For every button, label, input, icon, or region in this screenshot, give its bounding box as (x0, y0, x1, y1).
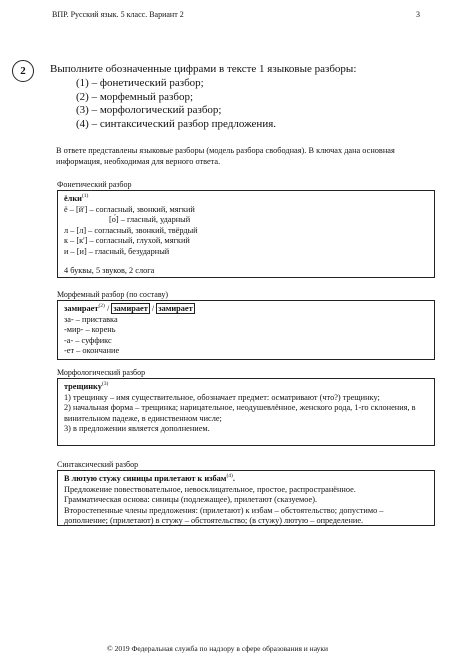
phonetic-line: 4 буквы, 5 звуков, 2 слога (64, 265, 155, 275)
morphological-word: трещинку (64, 382, 102, 391)
task-item: (4) – синтаксический разбор предложения. (76, 117, 277, 130)
morpheme-scheme-2: замирает (158, 304, 193, 313)
syntactic-label: Синтаксический разбор (57, 460, 139, 469)
syntactic-sup: (4) (226, 473, 233, 480)
morphological-word-line (64, 382, 428, 393)
morphemic-word-line: замирает$^{(2)}$ / замирает / замирает (64, 303, 193, 313)
morphemic-sup: (2) (98, 303, 105, 310)
morphemic-line: -а- – суффикс (64, 335, 112, 345)
task-item: (2) – морфемный разбор; (76, 90, 194, 103)
task-title: Выполните обозначенные цифрами в тексте 1 языковые разборы: (50, 63, 357, 75)
morphological-label: Морфологический разбор (57, 368, 146, 377)
task-list (76, 77, 276, 131)
page-number: 3 (416, 10, 420, 19)
morphological-box (57, 378, 435, 446)
morphemic-label: Морфемный разбор (по составу) (57, 290, 168, 299)
answer-note: В ответе представлены языковые разборы (модель разбора свободная). В ключах дана основная информация, необходимая для верного ответа. (56, 146, 395, 166)
phonetic-box (57, 190, 435, 278)
phonetic-word: ёлки (64, 194, 82, 203)
phonetic-line (64, 258, 428, 266)
syntactic-line: Второстепенные члены предложения: (прилетают) к избам – обстоятельство; допустимо – дополнение; (прилетают) в стужу – обстоятельство; (в стужу) лютую – определение. (64, 505, 384, 526)
phonetic-line: л – [л] – согласный, звонкий, твёрдый (64, 225, 198, 235)
phonetic-word-line (64, 194, 428, 205)
task-item: (3) – морфологический разбор; (76, 104, 222, 116)
morphemic-box (57, 300, 435, 360)
phonetic-line: к – [к'] – согласный, глухой, мягкий (64, 236, 190, 246)
morphological-line: 2) начальная форма – трещинка; нарицательное, неодушевлённое, женского рода, 1-го склонения, в винительном падеже, в единственном числе; (64, 403, 416, 423)
morphological-sup: (3) (101, 381, 109, 388)
morphemic-line: за- – приставка (64, 314, 118, 324)
phonetic-label: Фонетический разбор (57, 180, 132, 189)
phonetic-sup: (1) (81, 193, 89, 200)
page-header-title: ВПР. Русский язык. 5 класс. Вариант 2 (52, 10, 184, 19)
syntactic-line: Грамматическая основа: синицы (подлежащее), прилетают (сказуемое). (64, 495, 318, 505)
task-item: (1) – фонетический разбор; (76, 77, 204, 89)
phonetic-line: ё – [й'] – согласный, звонкий, мягкий (64, 204, 195, 214)
morphological-line: 1) трещинку – имя существительное, обозначает предмет: осматривают (что?) трещинку; (64, 392, 380, 402)
morpheme-scheme-1: замирает (113, 304, 148, 313)
phonetic-line: и – [и] – гласный, безударный (64, 246, 170, 256)
morphemic-line: -ет – окончание (64, 346, 120, 356)
syntactic-sentence: В лютую стужу синицы прилетают к избам (64, 474, 227, 483)
syntactic-box (57, 470, 435, 526)
syntactic-sentence-line: В лютую стужу синицы прилетают к избам$^{(4)}$. (64, 473, 235, 483)
morphemic-line: -мир- – корень (64, 325, 116, 335)
phonetic-line: [о́] – гласный, ударный (109, 215, 191, 225)
page-footer: © 2019 Федеральная служба по надзору в сфере образования и науки (107, 644, 329, 653)
morphemic-word: замирает (64, 304, 99, 313)
morphological-line: 3) в предложении является дополнением. (64, 424, 210, 434)
task-number-badge: 2 (12, 60, 34, 82)
syntactic-line: Предложение повествовательное, невосклицательное, простое, распространённое. (64, 484, 356, 494)
